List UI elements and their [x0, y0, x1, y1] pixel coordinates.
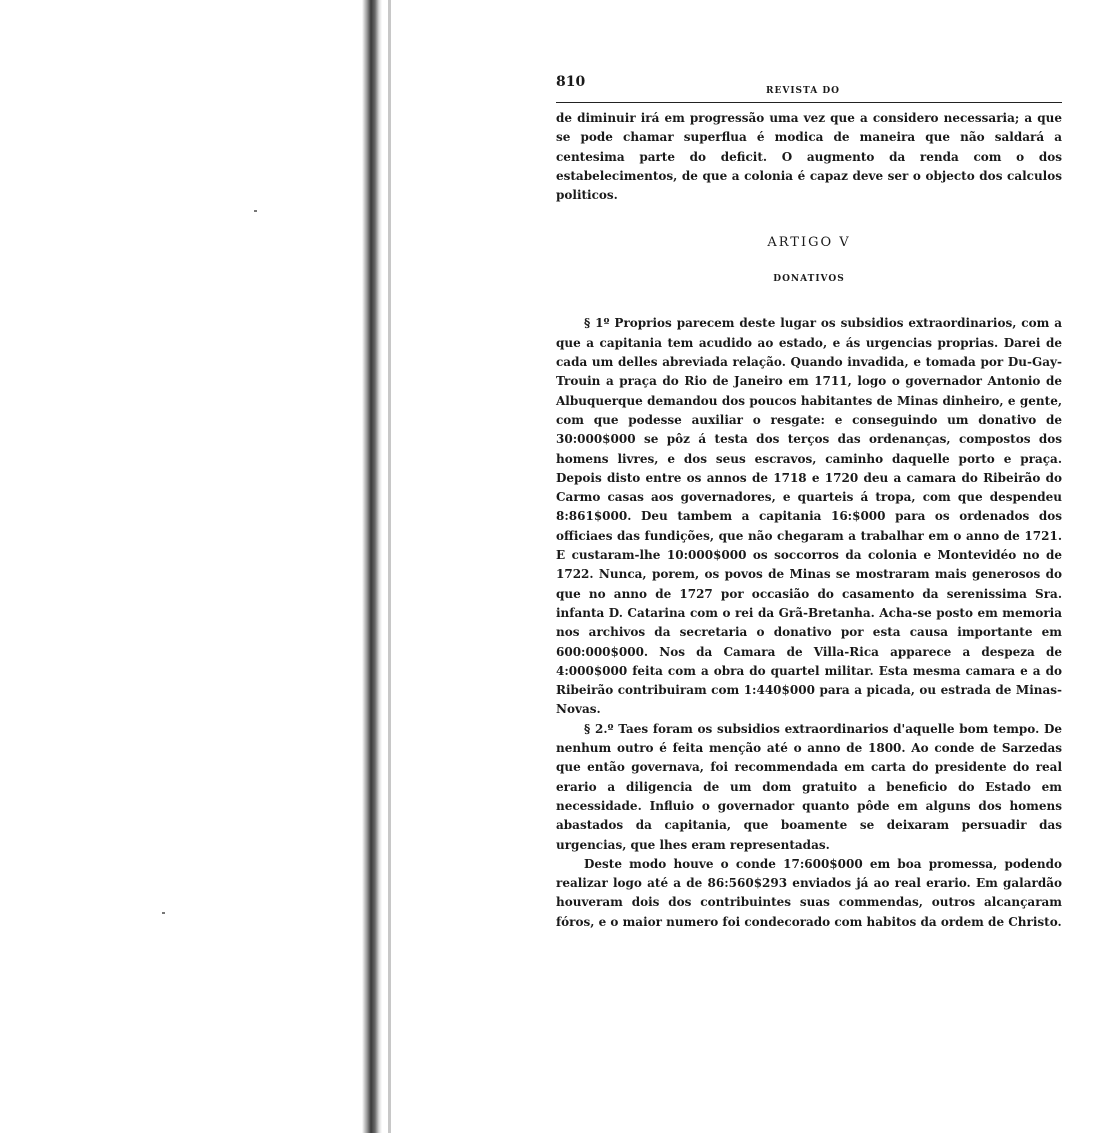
book-gutter-shadow	[362, 0, 382, 1133]
paragraph-3: Deste modo houve o conde 17:600$000 em boa promessa, podendo realizar logo até a de 86:560$293 enviados já ao real erario. Em galardão houveram dois dos contribuintes suas commendas, outros alcançaram fóros, e o maior numero foi condecorado com habitos da ordem de Christo.	[556, 856, 1062, 929]
page-header	[556, 74, 1062, 98]
book-page	[556, 74, 1062, 932]
book-gutter-line	[388, 0, 391, 1133]
section-title: DONATIVOS	[773, 274, 845, 285]
scan-speck	[162, 912, 165, 914]
intro-paragraph: de diminuir irá em progressão uma vez que a considero necessaria; a que se pode chamar superflua é modica de maneira que não saldará a centesima parte do deficit. O augmento da renda com o dos estabelecimentos, de que a colonia é capaz deve ser o objecto dos calculos politicos.	[556, 111, 1062, 203]
running-title: REVISTA DO	[766, 86, 840, 96]
header-rule	[556, 102, 1062, 103]
page-number: 810	[556, 74, 586, 90]
scan-speck	[254, 210, 257, 212]
paragraph-2: § 2.º Taes foram os subsidios extraordinarios d'aquelle bom tempo. De nenhum outro é feita menção até o anno de 1800. Ao conde de Sarzedas que então governava, foi recommendada em carta do presidente do real erario a diligencia de um dom gratuito a beneficio do Estado em necessidade. Influio o governador quanto pôde em alguns dos homens abastados da capitania, que boamente se deixaram persuadir das urgencias, que lhes eram representadas.	[556, 721, 1062, 852]
paragraph-1: § 1º Proprios parecem deste lugar os subsidios extraordinarios, com a que a capitania tem acudido ao estado, e ás urgencias proprias. Darei de cada um delles abreviada relação. Quando invadida, e tomada por Du-Gay-Trouin a praça do Rio de Janeiro em 1711, logo o governador Antonio de Albuquerque demandou dos poucos habitantes de Minas dinheiro, e gente, com que podesse auxiliar o resgate: e conseguindo um donativo de 30:000$000 se pôz á testa dos terços das ordenanças, compostos dos homens livres, e dos seus escravos, caminho daquelle porto e praça. Depois disto entre os annos de 1718 e 1720 deu a camara do Ribeirão do Carmo casas aos governadores, e quarteis á tropa, com que despendeu 8:861$000. Deu tambem a capitania 16:$000 para os ordenados dos officiaes das fundições, que não chegaram a trabalhar em o anno de 1721. E custaram-lhe 10:000$000 os soccorros da colonia e Montevidéo no de 1722. Nunca, porem, os povos de Minas se mostraram mais generosos do que no anno de 1727 por occasião do casamento da serenissima Sra. infanta D. Catarina com o rei da Grã-Bretanha. Acha-se posto em memoria nos archivos da secretaria o donativo por esta causa importante em 600:000$000. Nos da Camara de Villa-Rica apparece a despeza de 4:000$000 feita com a obra do quartel militar. Esta mesma camara e a do Ribeirão contribuiram com 1:440$000 para a picada, ou estrada de Minas-Novas.	[556, 316, 1062, 717]
article-title: ARTIGO V	[767, 235, 851, 251]
